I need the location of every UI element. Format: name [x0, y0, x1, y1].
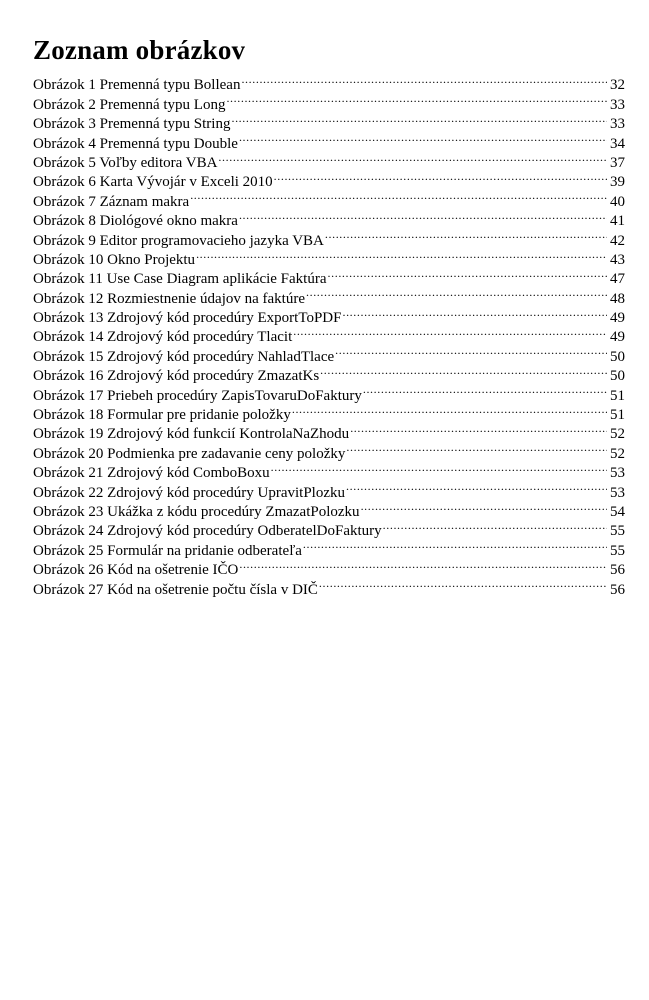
- dot-leader: [303, 535, 607, 554]
- dot-leader: [346, 477, 607, 496]
- page-number: 56: [610, 562, 625, 579]
- page-number: 56: [610, 581, 625, 598]
- page-number: 52: [610, 426, 625, 443]
- dot-leader: [239, 128, 607, 147]
- figure-caption: Obrázok 17 Priebeh procedúry ZapisTovaruDoFaktury: [33, 387, 362, 404]
- page-number: 54: [610, 503, 625, 520]
- figure-caption: Obrázok 19 Zdrojový kód funkcií KontrolaNaZhodu: [33, 426, 350, 443]
- dot-leader: [306, 283, 607, 302]
- dot-leader: [231, 109, 607, 128]
- figure-caption: Obrázok 26 Kód na ošetrenie IČO: [33, 562, 239, 579]
- document-page: [33, 34, 625, 598]
- figure-caption: Obrázok 14 Zdrojový kód procedúry Tlacit: [33, 329, 293, 346]
- page-number: 47: [610, 271, 625, 288]
- dot-leader: [320, 361, 607, 380]
- page-number: 32: [610, 77, 625, 94]
- page-number: 51: [610, 407, 625, 424]
- page-number: 55: [610, 523, 625, 540]
- figure-list: [33, 70, 625, 598]
- dot-leader: [342, 303, 607, 322]
- figure-caption: Obrázok 4 Premenná typu Double: [33, 135, 238, 152]
- figure-caption: Obrázok 12 Rozmiestnenie údajov na faktúre: [33, 290, 305, 307]
- figure-caption: Obrázok 18 Formular pre pridanie položky: [33, 407, 291, 424]
- dot-leader: [319, 574, 607, 593]
- dot-leader: [383, 516, 607, 535]
- figure-caption: Obrázok 20 Podmienka pre zadavanie ceny položky: [33, 445, 346, 462]
- page-number: 34: [610, 135, 625, 152]
- figure-caption: Obrázok 24 Zdrojový kód procedúry OdberatelDoFaktury: [33, 523, 382, 540]
- figure-caption: Obrázok 13 Zdrojový kód procedúry ExportToPDF: [33, 310, 342, 327]
- page-number: 49: [610, 310, 625, 327]
- figure-caption: Obrázok 6 Karta Vývojár v Exceli 2010: [33, 174, 273, 191]
- dot-leader: [325, 225, 607, 244]
- page-title: Zoznam obrázkov: [33, 35, 246, 65]
- figure-caption: Obrázok 10 Okno Projektu: [33, 251, 196, 268]
- dot-leader: [241, 70, 607, 89]
- page-number: 53: [610, 465, 625, 482]
- dot-leader: [335, 341, 607, 360]
- figure-caption: Obrázok 16 Zdrojový kód procedúry ZmazatKs: [33, 368, 320, 385]
- page-number: 53: [610, 484, 625, 501]
- figure-caption: Obrázok 15 Zdrojový kód procedúry NahladTlace: [33, 348, 335, 365]
- figure-caption: Obrázok 21 Zdrojový kód ComboBoxu: [33, 465, 270, 482]
- dot-leader: [350, 419, 607, 438]
- dot-leader: [292, 400, 607, 419]
- page-number: 42: [610, 232, 625, 249]
- dot-leader: [226, 89, 607, 108]
- page-number: 33: [610, 116, 625, 133]
- figure-caption: Obrázok 3 Premenná typu String: [33, 116, 231, 133]
- figure-caption: Obrázok 11 Use Case Diagram aplikácie Faktúra: [33, 271, 327, 288]
- dot-leader: [196, 245, 607, 264]
- page-number: 49: [610, 329, 625, 346]
- figure-caption: Obrázok 7 Záznam makra: [33, 193, 190, 210]
- dot-leader: [363, 380, 607, 399]
- dot-leader: [218, 148, 607, 167]
- dot-leader: [271, 458, 607, 477]
- dot-leader: [239, 206, 607, 225]
- dot-leader: [274, 167, 607, 186]
- dot-leader: [293, 322, 607, 341]
- dot-leader: [190, 186, 607, 205]
- page-number: 50: [610, 348, 625, 365]
- dot-leader: [328, 264, 607, 283]
- dot-leader: [361, 497, 607, 516]
- figure-caption: Obrázok 2 Premenná typu Long: [33, 96, 226, 113]
- figure-caption: Obrázok 23 Ukážka z kódu procedúry ZmazatPolozku: [33, 503, 360, 520]
- page-number: 40: [610, 193, 625, 210]
- page-number: 37: [610, 154, 625, 171]
- figure-caption: Obrázok 5 Voľby editora VBA: [33, 154, 218, 171]
- page-number: 43: [610, 251, 625, 268]
- figure-caption: Obrázok 9 Editor programovacieho jazyka VBA: [33, 232, 324, 249]
- figure-caption: Obrázok 25 Formulár na pridanie odberateľa: [33, 542, 302, 559]
- figure-caption: Obrázok 8 Diológové okno makra: [33, 213, 238, 230]
- page-number: 39: [610, 174, 625, 191]
- page-number: 51: [610, 387, 625, 404]
- dot-leader: [239, 555, 607, 574]
- page-number: 52: [610, 445, 625, 462]
- figure-caption: Obrázok 22 Zdrojový kód procedúry UpravitPlozku: [33, 484, 346, 501]
- dot-leader: [346, 438, 607, 457]
- figure-caption: Obrázok 1 Premenná typu Bollean: [33, 77, 241, 94]
- page-number: 48: [610, 290, 625, 307]
- page-number: 50: [610, 368, 625, 385]
- list-item[interactable]: [33, 70, 625, 94]
- page-number: 55: [610, 542, 625, 559]
- page-number: 41: [610, 213, 625, 230]
- page-number: 33: [610, 96, 625, 113]
- figure-caption: Obrázok 27 Kód na ošetrenie počtu čísla v DIČ: [33, 581, 318, 598]
